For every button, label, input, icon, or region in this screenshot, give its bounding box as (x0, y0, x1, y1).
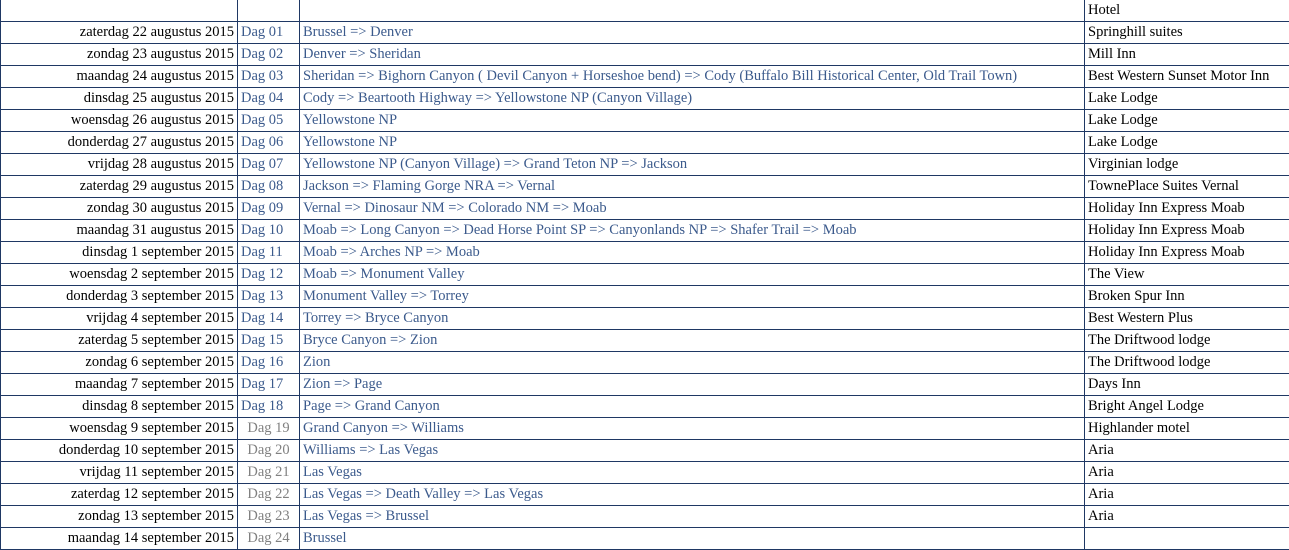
row-date-cell[interactable]: zondag 13 september 2015 (1, 506, 238, 528)
row-hotel-cell[interactable]: Aria (1085, 462, 1289, 484)
row-day-cell[interactable]: Dag 09 (238, 198, 300, 220)
row-date-cell[interactable]: vrijdag 4 september 2015 (1, 308, 238, 330)
row-route-cell[interactable]: Yellowstone NP (Canyon Village) => Grand Teton NP => Jackson (300, 154, 1085, 176)
row-hotel-cell[interactable]: Broken Spur Inn (1085, 286, 1289, 308)
row-hotel-cell[interactable]: Lake Lodge (1085, 110, 1289, 132)
table-row[interactable] (1, 242, 1289, 264)
table-row[interactable] (1, 440, 1289, 462)
row-date-cell[interactable]: woensdag 26 augustus 2015 (1, 110, 238, 132)
row-date-cell[interactable]: dinsdag 1 september 2015 (1, 242, 238, 264)
header-route-cell (300, 0, 1085, 22)
row-day-cell[interactable]: Dag 04 (238, 88, 300, 110)
row-route-cell[interactable]: Moab => Monument Valley (300, 264, 1085, 286)
row-hotel-cell[interactable]: Virginian lodge (1085, 154, 1289, 176)
row-hotel-cell[interactable]: Holiday Inn Express Moab (1085, 220, 1289, 242)
row-route-cell[interactable]: Zion (300, 352, 1085, 374)
row-day-cell[interactable]: Dag 03 (238, 66, 300, 88)
row-day-cell[interactable]: Dag 06 (238, 132, 300, 154)
row-hotel-cell[interactable]: Best Western Plus (1085, 308, 1289, 330)
row-hotel-cell[interactable]: Mill Inn (1085, 44, 1289, 66)
row-date-cell[interactable]: maandag 14 september 2015 (1, 528, 238, 550)
row-date-cell[interactable]: vrijdag 11 september 2015 (1, 462, 238, 484)
row-day-cell[interactable]: Dag 19 (238, 418, 300, 440)
row-route-cell[interactable]: Yellowstone NP (300, 132, 1085, 154)
table-row[interactable] (1, 506, 1289, 528)
row-hotel-cell[interactable]: Springhill suites (1085, 22, 1289, 44)
row-hotel-cell[interactable]: Days Inn (1085, 374, 1289, 396)
header-hotel-cell: Hotel (1085, 0, 1289, 22)
row-route-cell[interactable]: Grand Canyon => Williams (300, 418, 1085, 440)
itinerary-table-body (1, 0, 1289, 550)
row-route-cell[interactable]: Yellowstone NP (300, 110, 1085, 132)
table-header-row (1, 0, 1289, 22)
row-date-cell[interactable]: zondag 23 augustus 2015 (1, 44, 238, 66)
row-hotel-cell[interactable]: Bright Angel Lodge (1085, 396, 1289, 418)
row-route-cell[interactable]: Williams => Las Vegas (300, 440, 1085, 462)
row-hotel-cell[interactable]: Aria (1085, 484, 1289, 506)
row-route-cell[interactable]: Page => Grand Canyon (300, 396, 1085, 418)
row-route-cell[interactable]: Moab => Arches NP => Moab (300, 242, 1085, 264)
table-row[interactable] (1, 44, 1289, 66)
row-hotel-cell[interactable]: Lake Lodge (1085, 88, 1289, 110)
row-route-cell[interactable]: Las Vegas (300, 462, 1085, 484)
row-date-cell[interactable]: dinsdag 25 augustus 2015 (1, 88, 238, 110)
table-row[interactable] (1, 308, 1289, 330)
table-row[interactable] (1, 374, 1289, 396)
table-row[interactable] (1, 264, 1289, 286)
table-row[interactable] (1, 88, 1289, 110)
row-date-cell[interactable]: zondag 30 augustus 2015 (1, 198, 238, 220)
table-row[interactable] (1, 418, 1289, 440)
row-day-cell[interactable]: Dag 21 (238, 462, 300, 484)
table-row[interactable] (1, 462, 1289, 484)
row-day-cell[interactable]: Dag 01 (238, 22, 300, 44)
row-day-cell[interactable]: Dag 10 (238, 220, 300, 242)
row-date-cell[interactable]: zaterdag 5 september 2015 (1, 330, 238, 352)
header-day-cell (238, 0, 300, 22)
row-hotel-cell[interactable]: Holiday Inn Express Moab (1085, 242, 1289, 264)
row-day-cell[interactable]: Dag 07 (238, 154, 300, 176)
row-route-cell[interactable]: Moab => Long Canyon => Dead Horse Point SP => Canyonlands NP => Shafer Trail => Moab (300, 220, 1085, 242)
row-hotel-cell[interactable]: The Driftwood lodge (1085, 352, 1289, 374)
table-row[interactable] (1, 352, 1289, 374)
row-day-cell[interactable]: Dag 05 (238, 110, 300, 132)
row-date-cell[interactable]: zaterdag 22 augustus 2015 (1, 22, 238, 44)
row-day-cell[interactable]: Dag 15 (238, 330, 300, 352)
row-day-cell[interactable]: Dag 16 (238, 352, 300, 374)
row-date-cell[interactable]: donderdag 27 augustus 2015 (1, 132, 238, 154)
row-route-cell[interactable]: Jackson => Flaming Gorge NRA => Vernal (300, 176, 1085, 198)
row-route-cell[interactable]: Vernal => Dinosaur NM => Colorado NM => Moab (300, 198, 1085, 220)
row-date-cell[interactable]: donderdag 3 september 2015 (1, 286, 238, 308)
row-route-cell[interactable]: Sheridan => Bighorn Canyon ( Devil Canyon + Horseshoe bend) => Cody (Buffalo Bill Historical Center, Old Trail Town) (300, 66, 1085, 88)
table-row[interactable] (1, 528, 1289, 550)
row-date-cell[interactable]: zondag 6 september 2015 (1, 352, 238, 374)
row-hotel-cell[interactable]: Highlander motel (1085, 418, 1289, 440)
table-row[interactable] (1, 176, 1289, 198)
header-date-cell (1, 0, 238, 22)
row-hotel-cell[interactable] (1085, 528, 1289, 550)
row-date-cell[interactable]: donderdag 10 september 2015 (1, 440, 238, 462)
row-date-cell[interactable]: zaterdag 29 augustus 2015 (1, 176, 238, 198)
row-route-cell[interactable]: Las Vegas => Death Valley => Las Vegas (300, 484, 1085, 506)
row-hotel-cell[interactable]: The Driftwood lodge (1085, 330, 1289, 352)
row-hotel-cell[interactable]: Holiday Inn Express Moab (1085, 198, 1289, 220)
table-row[interactable] (1, 198, 1289, 220)
row-date-cell[interactable]: maandag 24 augustus 2015 (1, 66, 238, 88)
row-day-cell[interactable]: Dag 13 (238, 286, 300, 308)
row-route-cell[interactable]: Las Vegas => Brussel (300, 506, 1085, 528)
table-row[interactable] (1, 22, 1289, 44)
row-date-cell[interactable]: vrijdag 28 augustus 2015 (1, 154, 238, 176)
row-route-cell[interactable]: Cody => Beartooth Highway => Yellowstone NP (Canyon Village) (300, 88, 1085, 110)
row-day-cell[interactable]: Dag 11 (238, 242, 300, 264)
row-day-cell[interactable]: Dag 22 (238, 484, 300, 506)
row-day-cell[interactable]: Dag 17 (238, 374, 300, 396)
row-day-cell[interactable]: Dag 12 (238, 264, 300, 286)
row-hotel-cell[interactable]: Best Western Sunset Motor Inn (1085, 66, 1289, 88)
table-row[interactable] (1, 220, 1289, 242)
row-date-cell[interactable]: zaterdag 12 september 2015 (1, 484, 238, 506)
row-date-cell[interactable]: dinsdag 8 september 2015 (1, 396, 238, 418)
table-row[interactable] (1, 132, 1289, 154)
row-hotel-cell[interactable]: Aria (1085, 440, 1289, 462)
row-hotel-cell[interactable]: Lake Lodge (1085, 132, 1289, 154)
row-day-cell[interactable]: Dag 24 (238, 528, 300, 550)
row-route-cell[interactable]: Monument Valley => Torrey (300, 286, 1085, 308)
table-row[interactable] (1, 330, 1289, 352)
row-route-cell[interactable]: Zion => Page (300, 374, 1085, 396)
row-day-cell[interactable]: Dag 23 (238, 506, 300, 528)
row-route-cell[interactable]: Brussel => Denver (300, 22, 1085, 44)
row-date-cell[interactable]: woensdag 2 september 2015 (1, 264, 238, 286)
row-hotel-cell[interactable]: The View (1085, 264, 1289, 286)
row-route-cell[interactable]: Denver => Sheridan (300, 44, 1085, 66)
row-date-cell[interactable]: maandag 7 september 2015 (1, 374, 238, 396)
row-date-cell[interactable]: woensdag 9 september 2015 (1, 418, 238, 440)
row-day-cell[interactable]: Dag 18 (238, 396, 300, 418)
table-row[interactable] (1, 396, 1289, 418)
table-row[interactable] (1, 110, 1289, 132)
row-day-cell[interactable]: Dag 14 (238, 308, 300, 330)
row-day-cell[interactable]: Dag 20 (238, 440, 300, 462)
row-day-cell[interactable]: Dag 08 (238, 176, 300, 198)
row-route-cell[interactable]: Bryce Canyon => Zion (300, 330, 1085, 352)
row-day-cell[interactable]: Dag 02 (238, 44, 300, 66)
row-hotel-cell[interactable]: TownePlace Suites Vernal (1085, 176, 1289, 198)
row-route-cell[interactable]: Torrey => Bryce Canyon (300, 308, 1085, 330)
row-date-cell[interactable]: maandag 31 augustus 2015 (1, 220, 238, 242)
table-row[interactable] (1, 66, 1289, 88)
table-row[interactable] (1, 484, 1289, 506)
row-hotel-cell[interactable]: Aria (1085, 506, 1289, 528)
table-row[interactable] (1, 286, 1289, 308)
table-row[interactable] (1, 154, 1289, 176)
row-route-cell[interactable]: Brussel (300, 528, 1085, 550)
